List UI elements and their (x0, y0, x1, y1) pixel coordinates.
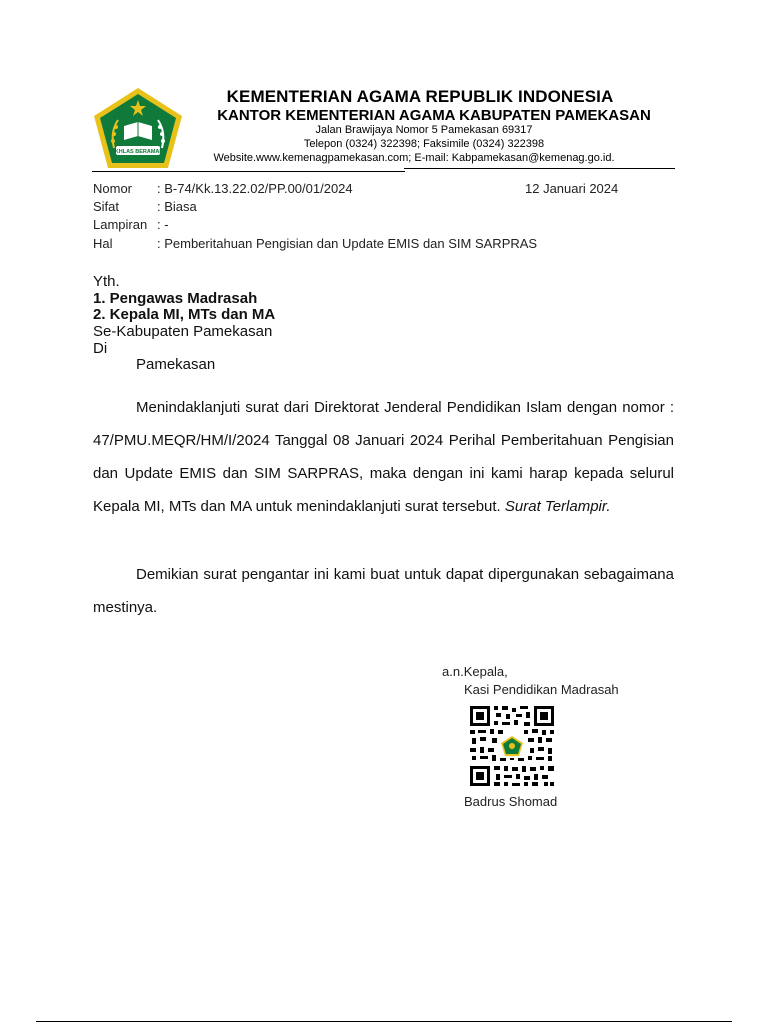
addressee-line-3: Se-Kabupaten Pamekasan (93, 323, 273, 340)
addressee-line-1: 1. Pengawas Madrasah (93, 290, 258, 307)
meta-nomor-label: Nomor (93, 181, 133, 196)
meta-sifat-value: : Biasa (157, 199, 197, 214)
logo-motto: IKHLAS BERAMAL (113, 149, 163, 155)
signatory-name: Badrus Shomad (464, 794, 558, 809)
signature-kepala: Kepala, (463, 664, 508, 679)
meta-lampiran-label: Lampiran (93, 217, 148, 232)
addressee-di: Di (93, 340, 108, 357)
body-paragraph-1-italic: Surat Terlampir. (504, 498, 611, 515)
header-rule-right (404, 168, 675, 169)
body-paragraph-1 (93, 391, 674, 523)
office-title: KANTOR KEMENTERIAN AGAMA KABUPATEN PAMEKASAN (217, 107, 651, 124)
office-phone: Telepon (0324) 322398; Faksimile (0324) 322398 (303, 138, 545, 150)
office-address: Jalan Brawijaya Nomor 5 Pamekasan 69317 (315, 124, 533, 136)
ministry-title: KEMENTERIAN AGAMA REPUBLIK INDONESIA (226, 87, 614, 106)
meta-sifat-label: Sifat (93, 199, 120, 214)
meta-nomor (93, 181, 353, 196)
signature-an: a.n. (442, 664, 464, 679)
body-paragraph-2: Demikian surat pengantar ini kami buat untuk dapat dipergunakan sebagaimana mestinya. (93, 566, 674, 616)
meta-sifat (93, 199, 197, 214)
letter-date: 12 Januari 2024 (525, 181, 619, 196)
signature-an-line (442, 664, 508, 679)
meta-hal-value: : Pemberitahuan Pengisian dan Update EMIS dan SIM SARPRAS (157, 236, 538, 251)
meta-lampiran-value: : - (157, 217, 169, 232)
meta-lampiran (93, 217, 169, 232)
page-bottom-rule (36, 1021, 732, 1022)
addressee-line-2: 2. Kepala MI, MTs dan MA (93, 306, 276, 323)
meta-hal (93, 236, 537, 251)
header-rule-left (92, 171, 405, 172)
addressee-place: Pamekasan (136, 356, 216, 373)
meta-hal-label: Hal (93, 236, 113, 251)
qr-code-icon (468, 704, 556, 788)
office-web-email: Website.www.kemenagpamekasan.com; E-mail: Kabpamekasan@kemenag.go.id. (213, 152, 615, 164)
addressee-greeting: Yth. (93, 273, 120, 290)
signature-position: Kasi Pendidikan Madrasah (464, 682, 619, 697)
meta-nomor-value: : B-74/Kk.13.22.02/PP.00/01/2024 (157, 181, 353, 196)
body-paragraph-1-text: Menindaklanjuti surat dari Direktorat Jenderal Pendidikan Islam dengan nomor : 47/PMU.MEQR/HM/I/2024 Tanggal 08 Januari 2024 Perihal Pemberitahuan Pengisian dan Update EMIS dan SIM SARPRAS, maka dengan ini kami harap kepada selurul Kepala MI, MTs dan MA untuk menindaklanjuti surat tersebut. (93, 399, 674, 515)
